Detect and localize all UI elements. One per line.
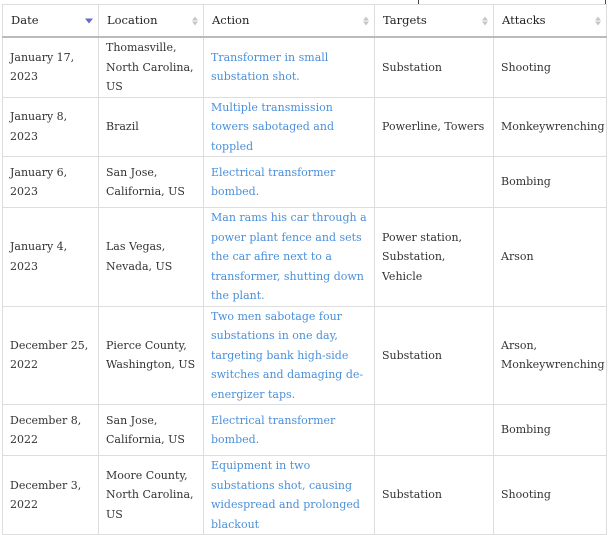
targets-cell: Power station, Substation, Vehicle (375, 208, 494, 307)
sort-icon[interactable] (595, 16, 601, 25)
targets-cell: Substation (375, 37, 494, 97)
column-header-attacks[interactable] (494, 5, 607, 38)
location-cell: San Jose, California, US (99, 405, 204, 456)
location-cell: Moore County, North Carolina, US (99, 456, 204, 535)
date-cell: December 25, 2022 (3, 306, 99, 405)
date-cell: December 8, 2022 (3, 405, 99, 456)
column-header-action[interactable] (204, 5, 375, 38)
table-row (3, 306, 607, 405)
date-cell: December 3, 2022 (3, 456, 99, 535)
table-row (3, 97, 607, 157)
column-header-date[interactable] (3, 5, 99, 38)
action-link[interactable]: Electrical transformer bombed. (204, 157, 375, 208)
date-cell: January 17, 2023 (3, 37, 99, 97)
table-row (3, 37, 607, 97)
table-row (3, 208, 607, 307)
action-link[interactable]: Electrical transformer bombed. (204, 405, 375, 456)
date-cell: January 4, 2023 (3, 208, 99, 307)
targets-cell: Powerline, Towers (375, 97, 494, 157)
attacks-cell: Arson, Monkeywrenching (494, 306, 607, 405)
targets-cell (375, 405, 494, 456)
sort-icon[interactable] (482, 16, 488, 25)
action-link[interactable]: Two men sabotage four substations in one day, targeting bank high-side switches and damaging de-energizer taps. (204, 306, 375, 405)
targets-cell: Substation (375, 456, 494, 535)
attacks-cell: Monkeywrenching (494, 97, 607, 157)
date-cell: January 8, 2023 (3, 97, 99, 157)
action-link[interactable]: Equipment in two substations shot, causing widespread and prolonged blackout (204, 456, 375, 535)
location-cell: Pierce County, Washington, US (99, 306, 204, 405)
attacks-table (2, 4, 607, 535)
column-header-label: Targets (383, 12, 427, 27)
table-row (3, 405, 607, 456)
table-header-row (3, 5, 607, 38)
table-row (3, 157, 607, 208)
sort-descending-icon[interactable] (85, 18, 93, 23)
sort-icon[interactable] (192, 16, 198, 25)
table-row (3, 456, 607, 535)
location-cell: Thomasville, North Carolina, US (99, 37, 204, 97)
attacks-cell: Bombing (494, 157, 607, 208)
action-link[interactable]: Man rams his car through a power plant fence and sets the car afire next to a transformer, shutting down the plant. (204, 208, 375, 307)
column-header-targets[interactable] (375, 5, 494, 38)
attacks-cell: Shooting (494, 37, 607, 97)
column-header-label: Attacks (502, 12, 546, 27)
targets-cell (375, 157, 494, 208)
sort-icon[interactable] (363, 16, 369, 25)
attacks-cell: Bombing (494, 405, 607, 456)
targets-cell: Substation (375, 306, 494, 405)
column-header-label: Date (11, 12, 39, 27)
column-header-label: Location (107, 12, 158, 27)
location-cell: Brazil (99, 97, 204, 157)
date-cell: January 6, 2023 (3, 157, 99, 208)
location-cell: San Jose, California, US (99, 157, 204, 208)
attacks-cell: Arson (494, 208, 607, 307)
column-header-label: Action (212, 12, 250, 27)
column-header-location[interactable] (99, 5, 204, 38)
attacks-cell: Shooting (494, 456, 607, 535)
action-link[interactable]: Transformer in small substation shot. (204, 37, 375, 97)
location-cell: Las Vegas, Nevada, US (99, 208, 204, 307)
action-link[interactable]: Multiple transmission towers sabotaged and toppled (204, 97, 375, 157)
